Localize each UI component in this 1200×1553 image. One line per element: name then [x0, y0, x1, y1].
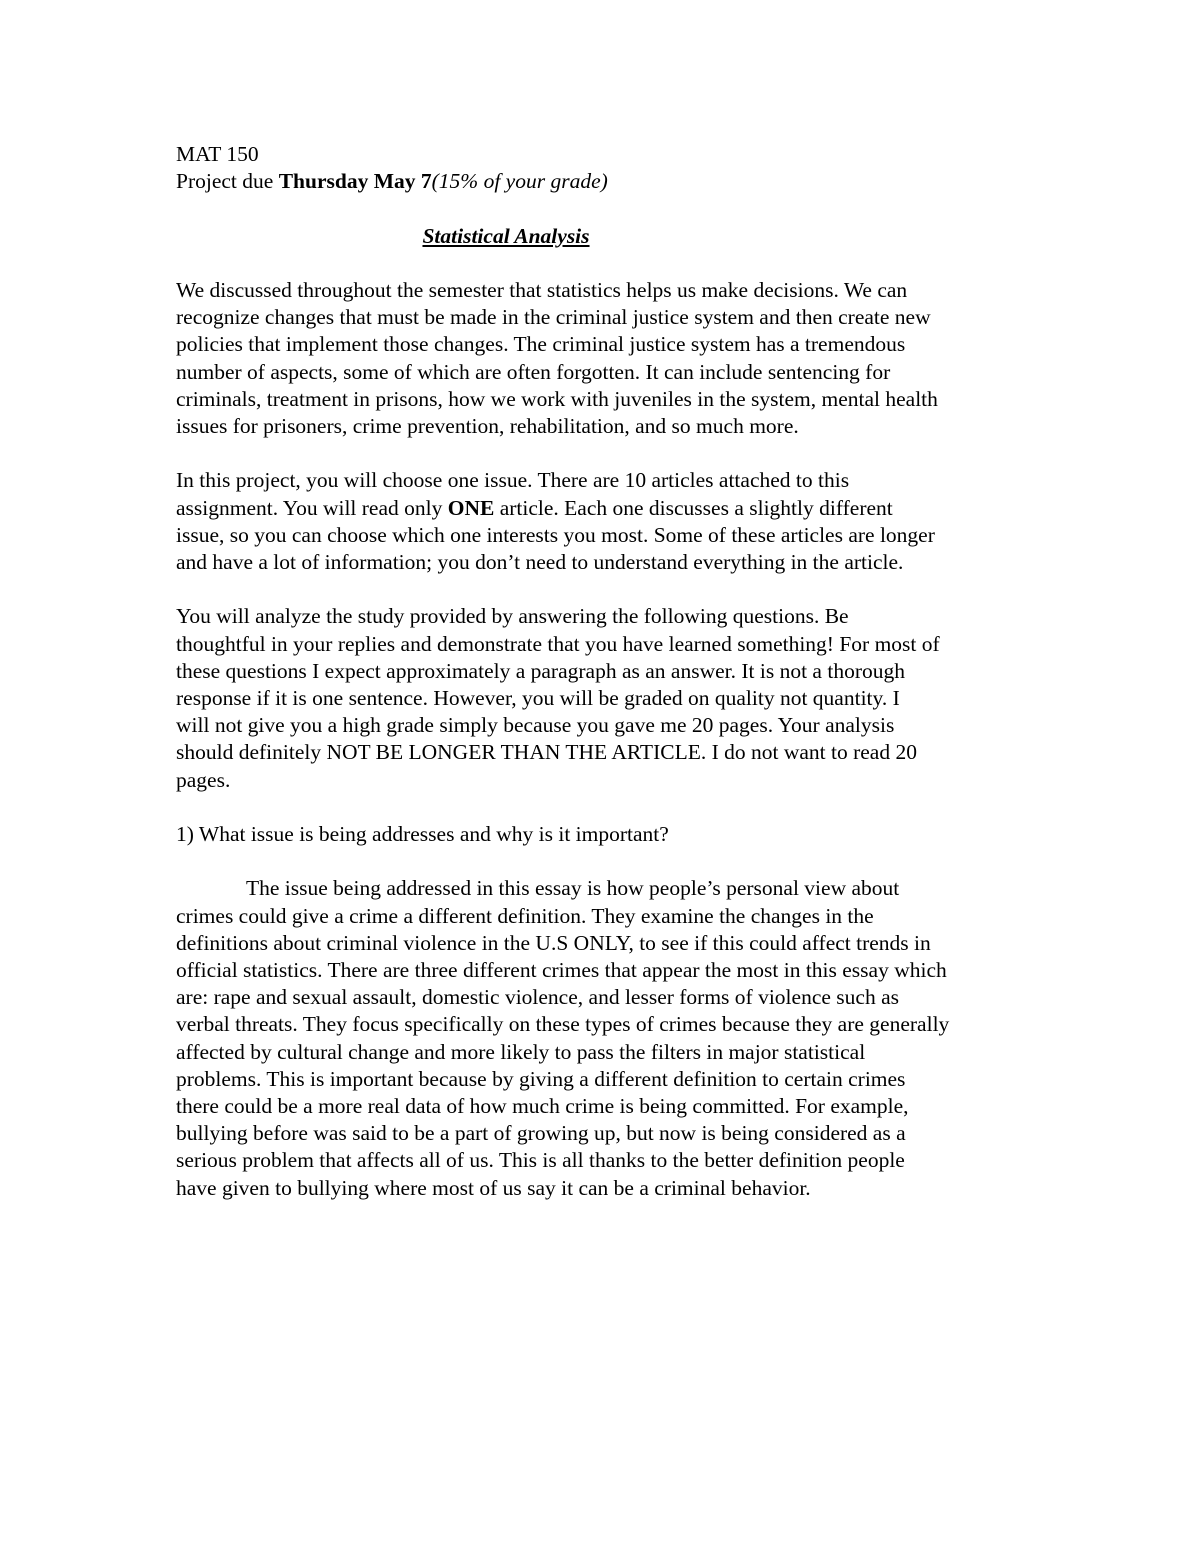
project-paragraph — [176, 467, 1036, 576]
text-line: We discussed throughout the semester that statistics helps us make decisions. We can — [176, 277, 908, 302]
text-segment: article. Each one discusses a slightly different — [494, 495, 893, 520]
text-line: number of aspects, some of which are often forgotten. It can include sentencing for — [176, 359, 891, 384]
spacer — [176, 848, 1036, 875]
text-segment: assignment. You will read only — [176, 495, 448, 520]
due-line — [176, 168, 1036, 195]
due-prefix: Project due — [176, 169, 279, 194]
text-line: will not give you a high grade simply because you gave me 20 pages. Your analysis — [176, 713, 895, 738]
emphasis-one: ONE — [447, 495, 495, 520]
text-line: policies that implement those changes. The criminal justice system has a tremendous — [176, 332, 906, 357]
text-line: are: rape and sexual assault, domestic violence, and lesser forms of violence such as — [176, 985, 899, 1010]
text-line: recognize changes that must be made in the criminal justice system and then create new — [176, 305, 931, 330]
text-line: bullying before was said to be a part of growing up, but now is being considered as a — [176, 1121, 906, 1146]
text-segment: The issue being addressed in this essay is how people’s personal view about — [246, 876, 900, 901]
text-line: issue, so you can choose which one interests you most. Some of these articles are longer — [176, 522, 935, 547]
text-line: official statistics. There are three different crimes that appear the most in this essay which — [176, 958, 947, 982]
text-line: thoughtful in your replies and demonstrate that you have learned something! For most of — [176, 631, 940, 656]
text-line — [176, 875, 1036, 902]
intro-paragraph — [176, 277, 1036, 440]
text-line: response if it is one sentence. However, you will be graded on quality not quantity. I — [176, 686, 900, 710]
text-line: affected by cultural change and more likely to pass the filters in major statistical — [176, 1039, 866, 1064]
text-line: crimes could give a crime a different definition. They examine the changes in the — [176, 903, 874, 928]
document-title: Statistical Analysis — [422, 223, 590, 248]
text-line: and have a lot of information; you don’t need to understand everything in the article. — [176, 550, 904, 574]
text-line: definitions about criminal violence in the U.S ONLY, to see if this could affect trends in — [176, 930, 931, 955]
text-line: serious problem that affects all of us. This is all thanks to the better definition people — [176, 1148, 905, 1173]
spacer — [176, 250, 1036, 277]
text-line: In this project, you will choose one issue. There are 10 articles attached to this — [176, 468, 850, 493]
text-line: verbal threats. They focus specifically on these types of crimes because they are generally — [176, 1012, 950, 1037]
document-content — [176, 141, 1036, 1202]
text-line: these questions I expect approximately a paragraph as an answer. It is not a thorough — [176, 658, 905, 683]
instructions-paragraph — [176, 603, 1036, 793]
text-line: have given to bullying where most of us say it can be a criminal behavior. — [176, 1175, 811, 1200]
grade-weight-note: (15% of your grade) — [431, 169, 608, 194]
spacer — [176, 576, 1036, 603]
question-1: 1) What issue is being addresses and why is it important? — [176, 822, 669, 846]
answer-1-paragraph — [176, 875, 1036, 1201]
spacer — [176, 794, 1036, 821]
text-line: should definitely NOT BE LONGER THAN THE ARTICLE. I do not want to read 20 — [176, 740, 917, 765]
spacer — [176, 440, 1036, 467]
text-line: You will analyze the study provided by answering the following questions. Be — [176, 604, 849, 629]
text-line: criminals, treatment in prisons, how we work with juveniles in the system, mental health — [176, 386, 938, 411]
text-line: pages. — [176, 767, 231, 792]
text-line: problems. This is important because by giving a different definition to certain crimes — [176, 1066, 906, 1091]
text-line: issues for prisoners, crime prevention, rehabilitation, and so much more. — [176, 414, 799, 438]
text-line — [176, 495, 1036, 522]
due-date: Thursday May 7 — [278, 169, 432, 194]
text-line: there could be a more real data of how much crime is being committed. For example, — [176, 1094, 909, 1119]
spacer — [176, 195, 1036, 222]
course-code: MAT 150 — [176, 142, 259, 166]
